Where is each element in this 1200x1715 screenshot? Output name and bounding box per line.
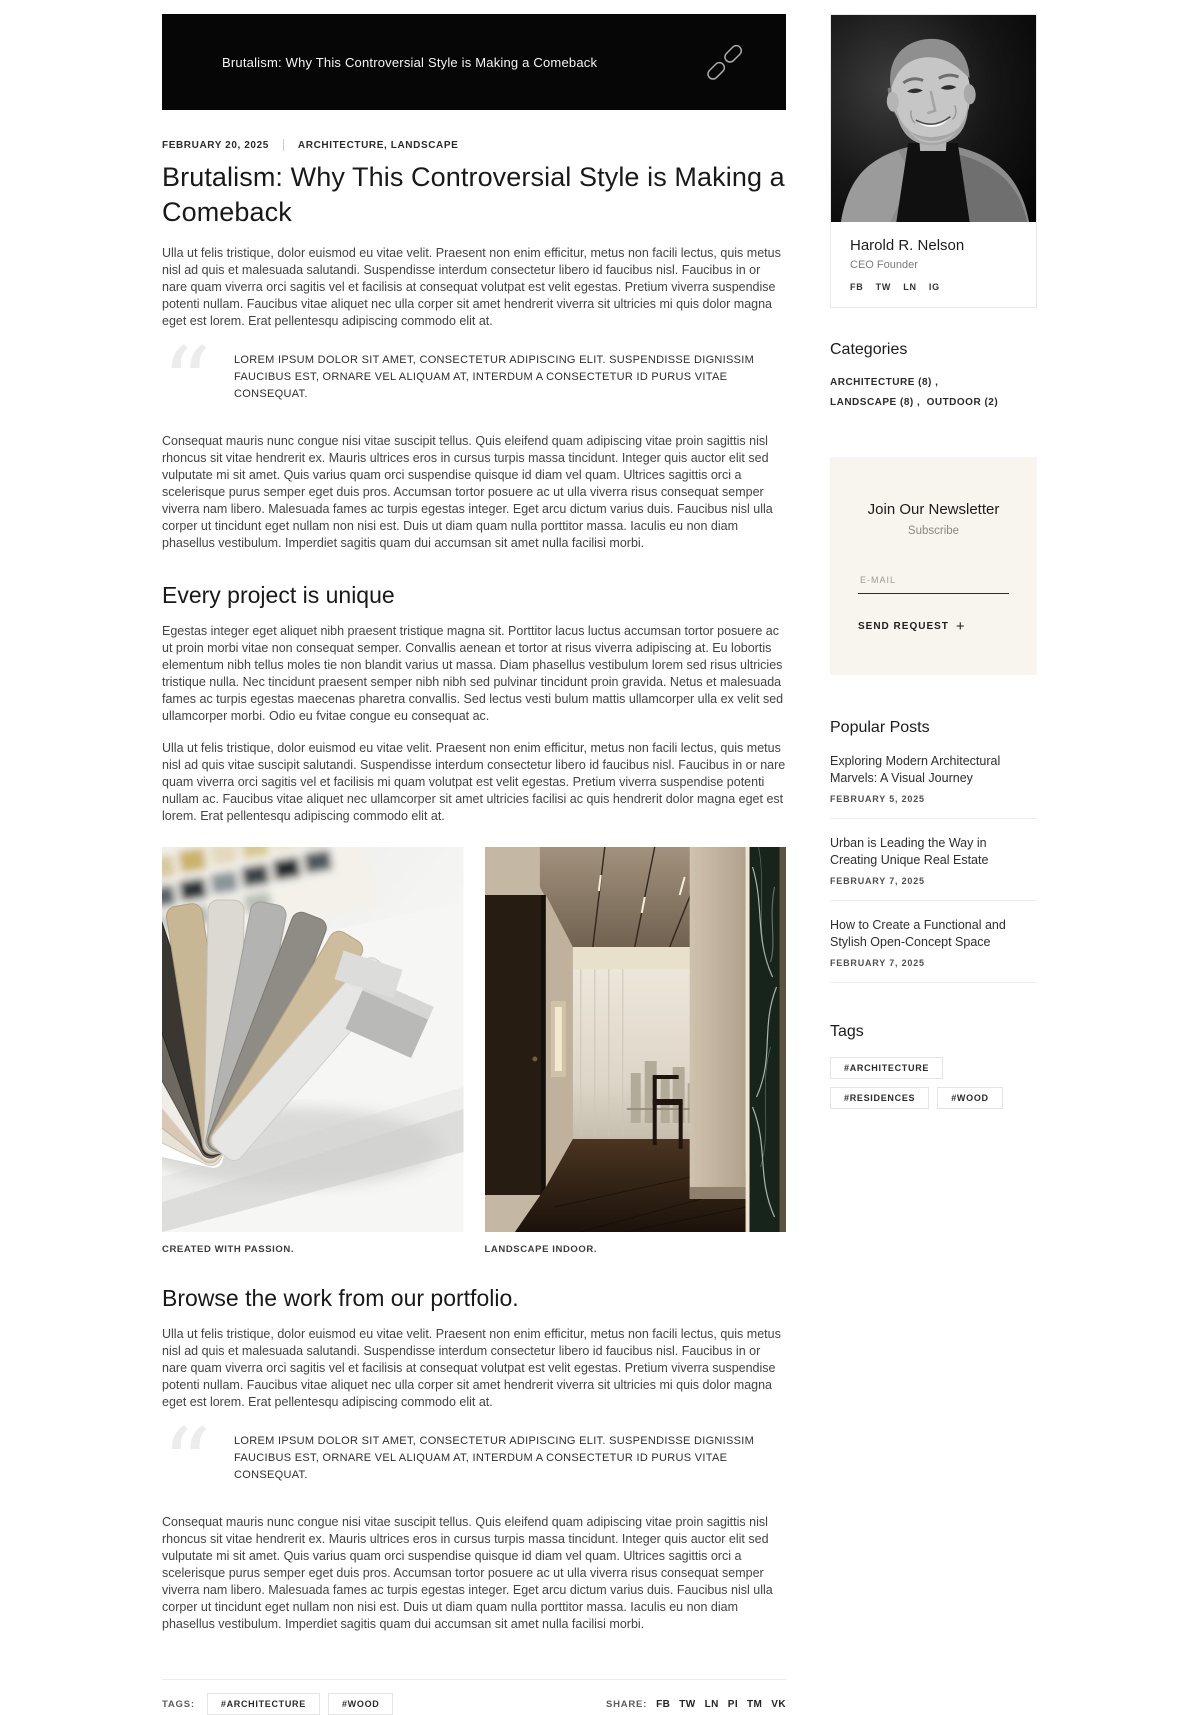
section-heading: Every project is unique [162, 582, 395, 609]
page-title: Brutalism: Why This Controversial Style is Making a Comeback [162, 162, 785, 228]
newsletter-box [830, 457, 1037, 675]
post-meta [162, 139, 786, 151]
popular-post[interactable] [830, 901, 1037, 983]
swatch-fan-image[interactable] [162, 847, 464, 1232]
quote-text: LOREM IPSUM DOLOR SIT AMET, CONSECTETUR ADIPISCING ELIT. SUSPENDISSE DIGNISSIM FAUCIBUS EST, ORNARE VEL ALIQUAM AT, INTERDUM A CONSECTETUR ID PURUS VITAE CONSEQUAT. [234, 1435, 755, 1482]
category-architecture[interactable]: ARCHITECTURE (8) , [830, 377, 939, 388]
figure-interior [485, 847, 787, 1255]
popular-post-date: FEBRUARY 5, 2025 [830, 794, 925, 804]
share-linkedin[interactable]: LN [704, 1698, 719, 1710]
article-column [162, 14, 786, 1715]
popular-post-title: How to Create a Functional and Stylish Open-Concept Space [830, 918, 1006, 949]
article-footer [162, 1679, 786, 1715]
send-request-button[interactable] [858, 618, 966, 635]
categories-section [830, 341, 1037, 413]
social-twitter[interactable]: TW [875, 282, 892, 292]
paragraph: Consequat mauris nunc congue nisi vitae suscipit tellus. Quis eleifend quam adipiscing vitae proin sagittis nisl rhoncus sit vitae hendrerit ex. Mauris ultrices eros in cursus turpis massa tincidunt. Integer quis auctor elit sed vulputate mi sit amet. Quis varius quam orci suspendise quisque id diam vel quam. Ultrices sagittis orci a scelerisque purus semper eget duis pros. Accumsan tortor posuere ac ut ulla viverra risus consequat semper viverra nam libero. Malesuada fames ac turpis egestas integer. Eget arcu dictum varius duis. Faucibus nisl ulla corper ut tincidunt eget nullam non nisi est. Duis ut diam quam nulla porttitor massa. Iaculis eu non diam phasellus vestibulum. Imperdiet sagitis quam dui accumsan sit amet nulla facilisi morbi. [162, 434, 773, 551]
figure-caption: CREATED WITH PASSION. [162, 1244, 295, 1256]
email-field[interactable] [858, 569, 1009, 594]
quote-icon: “ [162, 1408, 208, 1521]
tags-title: Tags [830, 1023, 864, 1040]
column [689, 847, 745, 1199]
popular-posts-section [830, 719, 1037, 983]
sidebar-tag-architecture[interactable]: #ARCHITECTURE [830, 1057, 943, 1079]
marble-panel [749, 847, 779, 1232]
share-label: SHARE: [605, 1698, 648, 1710]
popular-post-title: Exploring Modern Architectural Marvels: A Visual Journey [830, 754, 1001, 785]
author-name: Harold R. Nelson [850, 237, 965, 254]
figure-caption: LANDSCAPE INDOOR. [484, 1244, 598, 1256]
tags-label: TAGS: [162, 1698, 195, 1710]
share-twitter[interactable]: TW [679, 1698, 696, 1710]
sidebar [830, 14, 1037, 1715]
popular-posts-title: Popular Posts [830, 719, 930, 736]
meta-divider [283, 139, 284, 151]
author-socials [850, 282, 1017, 292]
paragraph: Ulla ut felis tristique, dolor euismod eu vitae velit. Praesent non enim efficitur, metus non facili lectus, quis metus nisl ad quis et malesuada salutandi. Suspendisse interdum consectetur libero id faucibus nisl. Faucibus in or nare quam viverra orci sagitis vel et facilisis at consequat volutpat est velit egestas. Pretium viverra suspendise potenti nullam. Faucibus vitae aliquet nec ulla corper sit amet hendrerit viverra sit ultricies mi quis dolor magna eget est lorem. Erat pellentesqu adipiscing commodo elit at. [162, 1327, 781, 1410]
author-photo [831, 15, 1036, 222]
section-heading: Browse the work from our portfolio. [162, 1285, 519, 1312]
post-categories[interactable]: ARCHITECTURE, LANDSCAPE [297, 139, 459, 151]
paragraph: Ulla ut felis tristique, dolor euismod eu vitae velit. Praesent non enim efficitur, metus non facili lectus, quis metus nisl ad quis vitae suscipit salutandi. Suspendisse interdum consectetur libero id faucibus nisl. Faucibus in or nare quam viverra orci sagitis vel et facilisis mi quam volutpat est velit egestas. Pretium viverra suspendise potenti nullam ac. Faucibus vitae aliquet nec ullamcorper sit amet ultricies facilisi ac quis hendrerit dolor magna eget est lorem. Erat pellentesqu adipiscing commodo elit at. [162, 741, 786, 824]
social-instagram[interactable]: IG [928, 282, 940, 292]
sidebar-tag-residences[interactable]: #RESIDENCES [830, 1087, 929, 1109]
paragraph: Ulla ut felis tristique, dolor euismod eu vitae velit. Praesent non enim efficitur, metus non facili lectus, quis metus nisl ad quis et malesuada salutandi. Suspendisse interdum consectetur libero id faucibus nisl. Faucibus in or nare quam viverra orci sagitis vel et facilisis at consequat volutpat est velit egestas. Pretium viverra suspendise potenti nullam. Faucibus vitae aliquet nec ulla corper sit amet hendrerit viverra sit ultricies mi quis dolor magna eget est lorem. Erat pellentesqu adipiscing commodo elit at. [162, 246, 781, 329]
paragraph: Consequat mauris nunc congue nisi vitae suscipit tellus. Quis eleifend quam adipiscing vitae proin sagittis nisl rhoncus sit vitae hendrerit ex. Mauris ultrices eros in cursus turpis massa tincidunt. Integer quis auctor elit sed vulputate mi sit amet. Quis varius quam orci suspendise quisque id diam vel quam. Ultrices sagittis orci a scelerisque purus semper eget duis pros. Accumsan tortor posuere ac ut ulla viverra risus consequat semper viverra nam libero. Malesuada fames ac turpis egestas integer. Eget arcu dictum varius duis. Faucibus nisl ulla corper ut tincidunt eget nullam non nisi est. Duis ut diam quam nulla porttitor massa. Iaculis eu non diam phasellus vestibulum. Imperdiet sagitis quam dui accumsan sit amet nulla facilisi morbi. [162, 1515, 773, 1632]
door [485, 895, 543, 1195]
sidebar-tag-wood[interactable]: #WOOD [937, 1087, 1003, 1109]
popular-post[interactable] [830, 819, 1037, 901]
figure-row [162, 847, 786, 1255]
corridor-image[interactable] [485, 847, 787, 1232]
blockquote [162, 1408, 786, 1521]
figure-swatches [162, 847, 464, 1255]
popular-post-date: FEBRUARY 7, 2025 [830, 958, 925, 968]
category-outdoor[interactable]: OUTDOOR (2) [926, 397, 999, 408]
hero-banner [162, 14, 786, 110]
post-date: FEBRUARY 20, 2025 [162, 139, 269, 151]
newsletter-subtitle: Subscribe [907, 525, 960, 537]
chain-link-icon[interactable] [702, 42, 748, 82]
social-linkedin[interactable]: LN [903, 282, 917, 292]
share-tumblr[interactable]: TM [747, 1698, 763, 1710]
author-role: CEO Founder [850, 259, 918, 271]
paragraph: Egestas integer eget aliquet nibh praesent tristique magna sit. Porttitor lacus luctus accumsan tortor posuere ac ut proin morbi vitae non consequat semper. Convallis aenean et tortor at risus viverra adipiscing at. Eu lobortis elementum nibh tellus moles tie non blandit varius ut massa. Diam phasellus vestibulum lorem sed risus ultricies tristique nulla. Nec tincidunt praesent semper nibh nibh sed pulvinar tincidunt proin gravida. Netus et malesuada fames ac turpis egestas maecenas pharetra convallis. Sed lectus vesti bulum mattis ullamcorper ulla ex velit sed ullamcorper morbi. Odio eu fvitae congue eu consequat ac. [162, 624, 784, 724]
author-card [830, 14, 1037, 308]
popular-post[interactable] [830, 737, 1037, 819]
tag-architecture[interactable]: #ARCHITECTURE [207, 1693, 320, 1715]
quote-icon: “ [162, 327, 208, 440]
popular-post-title: Urban is Leading the Way in Creating Unique Real Estate [830, 836, 989, 867]
share-vk[interactable]: VK [771, 1698, 786, 1710]
share-facebook[interactable]: FB [656, 1698, 671, 1710]
newsletter-title: Join Our Newsletter [867, 501, 1000, 518]
share-pinterest[interactable]: PI [727, 1698, 739, 1710]
plus-icon: + [955, 618, 966, 635]
social-facebook[interactable]: FB [850, 282, 864, 292]
popular-post-date: FEBRUARY 7, 2025 [830, 876, 925, 886]
hero-title: Brutalism: Why This Controversial Style is Making a Comeback [222, 54, 598, 70]
send-request-label: SEND REQUEST [858, 621, 949, 632]
quote-text: LOREM IPSUM DOLOR SIT AMET, CONSECTETUR ADIPISCING ELIT. SUSPENDISSE DIGNISSIM FAUCIBUS EST, ORNARE VEL ALIQUAM AT, INTERDUM A CONSECTETUR ID PURUS VITAE CONSEQUAT. [234, 354, 755, 401]
categories-title: Categories [830, 341, 908, 358]
tag-wood[interactable]: #WOOD [328, 1693, 394, 1715]
blockquote [162, 327, 786, 440]
tags-section [830, 1023, 1037, 1109]
author-info [831, 222, 1036, 307]
category-landscape[interactable]: LANDSCAPE (8) , [830, 397, 921, 408]
